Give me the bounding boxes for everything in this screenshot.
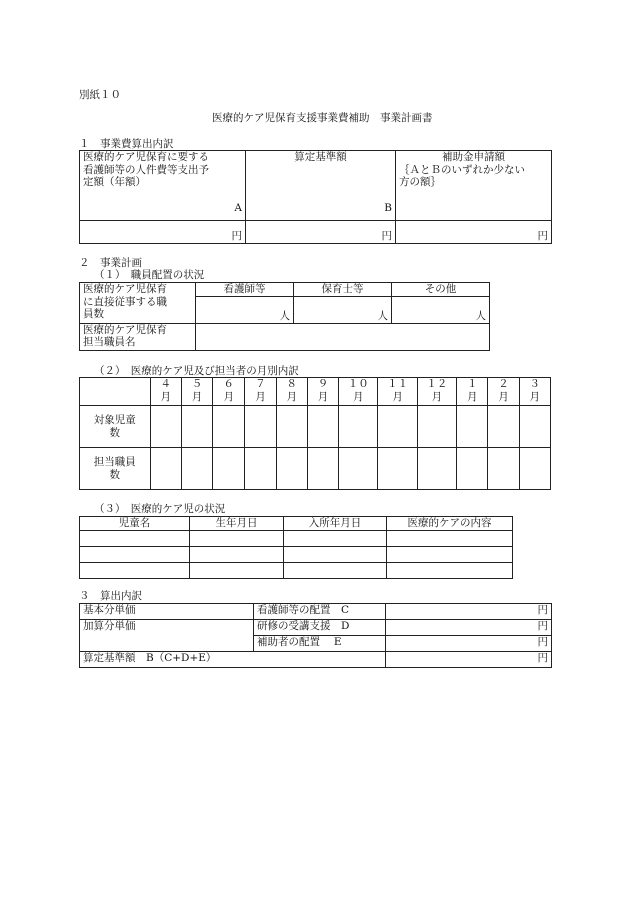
direct-staff-label-3: 員数 bbox=[83, 308, 104, 321]
target-children-label-2: 数 bbox=[109, 426, 121, 439]
month-number: ３ bbox=[529, 378, 541, 390]
standard-amount-cell bbox=[246, 151, 396, 221]
other-count-cell: 人 bbox=[392, 296, 490, 323]
mark-b: B bbox=[384, 201, 392, 214]
month-header-6 bbox=[339, 378, 378, 406]
month-header-9 bbox=[457, 378, 488, 406]
month-unit: 月 bbox=[498, 390, 509, 403]
month-number: １０ bbox=[347, 378, 369, 390]
month-unit: 月 bbox=[529, 390, 541, 403]
target-children-count-cell bbox=[150, 406, 181, 448]
application-amount-label: 補助金申請額 bbox=[442, 151, 505, 163]
target-children-count-cell bbox=[276, 406, 307, 448]
planned-expense-cell bbox=[80, 151, 246, 221]
application-amount-note-1: ｛ＡとＢのいずれか少ない bbox=[399, 163, 525, 176]
month-number: ２ bbox=[498, 378, 509, 390]
month-unit: 月 bbox=[223, 390, 234, 403]
target-children-count-cell bbox=[339, 406, 378, 448]
assigned-staff-count-cell bbox=[276, 448, 307, 490]
standard-amount-yen: 円 bbox=[246, 221, 396, 244]
target-children-count-cell bbox=[417, 406, 456, 448]
planned-expense-label-1: 医療的ケア児保育に要する bbox=[83, 151, 209, 163]
staff-placement-heading: （１） 職員配置の状況 bbox=[94, 269, 205, 281]
child-status-heading: （３） 医療的ケア児の状況 bbox=[94, 503, 226, 515]
other-header: その他 bbox=[392, 283, 490, 297]
application-amount-cell bbox=[396, 151, 552, 221]
caretaker-header: 保育士等 bbox=[294, 283, 392, 297]
month-header-5 bbox=[307, 378, 338, 406]
month-number: ７ bbox=[255, 378, 266, 390]
standard-total-label: 算定基準額 B（C+D+E） bbox=[80, 652, 386, 668]
monthly-breakdown-table bbox=[79, 377, 551, 490]
nurse-placement-label: 看護師等の配置 C bbox=[254, 604, 386, 620]
assigned-staff-count-cell bbox=[519, 448, 550, 490]
assigned-staff-count-cell bbox=[307, 448, 338, 490]
month-header-7 bbox=[378, 378, 417, 406]
base-unit-label: 基本分単価 bbox=[80, 604, 254, 620]
month-number: ８ bbox=[286, 378, 297, 390]
month-number: ６ bbox=[223, 378, 234, 390]
month-header-4 bbox=[276, 378, 307, 406]
training-support-label: 研修の受講支援 D bbox=[254, 620, 386, 636]
admission-date-header: 入所年月日 bbox=[284, 517, 387, 531]
assigned-staff-count-cell bbox=[378, 448, 417, 490]
nurse-header: 看護師等 bbox=[196, 283, 294, 297]
assigned-staff-count-cell bbox=[417, 448, 456, 490]
assigned-staff-label-1: 医療的ケア児保育 bbox=[83, 323, 167, 336]
assigned-staff-count-cell bbox=[339, 448, 378, 490]
month-unit: 月 bbox=[392, 390, 403, 403]
assistant-placement-label: 補助者の配置 E bbox=[254, 636, 386, 652]
table-row bbox=[80, 562, 513, 578]
standard-amount-label: 算定基準額 bbox=[294, 151, 347, 163]
child-name-header: 児童名 bbox=[80, 517, 190, 531]
month-header-11 bbox=[519, 378, 550, 406]
section1-heading: １ 事業費算出内訳 bbox=[79, 138, 174, 150]
document-title: 医療的ケア児保育支援事業費補助 事業計画書 bbox=[212, 112, 433, 124]
assigned-staff-label-cell bbox=[80, 323, 196, 350]
month-header-2 bbox=[213, 378, 245, 406]
month-header-1 bbox=[181, 378, 212, 406]
month-number: １ bbox=[466, 378, 478, 390]
month-unit: 月 bbox=[466, 390, 478, 403]
assistant-placement-yen: 円 bbox=[386, 636, 552, 652]
staff-placement-table bbox=[79, 282, 490, 351]
assigned-staff-count-label-1: 担当職員 bbox=[93, 455, 136, 468]
assigned-staff-count-cell bbox=[488, 448, 519, 490]
caretaker-count-cell: 人 bbox=[294, 296, 392, 323]
month-unit: 月 bbox=[191, 390, 203, 403]
application-amount-note-2: 方の額｝ bbox=[399, 176, 441, 189]
month-header-8 bbox=[417, 378, 456, 406]
direct-staff-label-cell bbox=[80, 283, 196, 324]
mark-a: A bbox=[234, 201, 242, 214]
month-header-0 bbox=[150, 378, 181, 406]
month-header-10 bbox=[488, 378, 519, 406]
target-children-count-cell bbox=[378, 406, 417, 448]
target-children-count-cell bbox=[181, 406, 212, 448]
month-unit: 月 bbox=[286, 390, 297, 403]
assigned-staff-count-cell bbox=[245, 448, 276, 490]
table-row bbox=[80, 530, 513, 546]
target-children-label-1: 対象児童 bbox=[93, 413, 136, 426]
cost-breakdown-table bbox=[79, 150, 552, 244]
target-children-count-cell bbox=[307, 406, 338, 448]
assigned-staff-label-2: 担当職員名 bbox=[83, 336, 136, 349]
calculation-table bbox=[79, 603, 552, 668]
target-children-label-cell bbox=[80, 406, 151, 448]
target-children-count-cell bbox=[488, 406, 519, 448]
month-number: ５ bbox=[191, 378, 203, 390]
training-support-yen: 円 bbox=[386, 620, 552, 636]
assigned-staff-names-cell bbox=[196, 323, 490, 350]
corner-cell bbox=[80, 378, 151, 406]
monthly-breakdown-heading: （２） 医療的ケア児及び担当者の月別内訳 bbox=[94, 365, 299, 377]
nurse-placement-yen: 円 bbox=[386, 604, 552, 620]
section3-heading: ３ 算出内訳 bbox=[79, 590, 142, 602]
application-amount-yen: 円 bbox=[396, 221, 552, 244]
additional-unit-label: 加算分単価 bbox=[80, 620, 254, 652]
month-unit: 月 bbox=[431, 390, 443, 403]
direct-staff-label-1: 医療的ケア児保育 bbox=[83, 283, 167, 295]
care-content-header: 医療的ケアの内容 bbox=[387, 517, 513, 531]
nurse-count-cell: 人 bbox=[196, 296, 294, 323]
assigned-staff-count-cell bbox=[150, 448, 181, 490]
assigned-staff-count-cell bbox=[457, 448, 488, 490]
planned-expense-label-3: 定額（年額） bbox=[83, 176, 146, 189]
standard-total-yen: 円 bbox=[386, 652, 552, 668]
month-unit: 月 bbox=[255, 390, 266, 403]
month-unit: 月 bbox=[160, 390, 171, 403]
month-unit: 月 bbox=[317, 390, 329, 403]
month-header-3 bbox=[245, 378, 276, 406]
appendix-label: 別紙１０ bbox=[79, 89, 121, 101]
child-status-table bbox=[79, 516, 513, 579]
assigned-staff-count-label-2: 数 bbox=[109, 468, 121, 481]
assigned-staff-count-cell bbox=[181, 448, 212, 490]
planned-expense-label-2: 看護師等の人件費等支出予 bbox=[83, 163, 209, 176]
month-number: １２ bbox=[426, 378, 448, 390]
target-children-count-cell bbox=[245, 406, 276, 448]
table-row bbox=[80, 546, 513, 562]
month-number: ４ bbox=[160, 378, 171, 390]
month-number: ９ bbox=[317, 378, 329, 390]
month-unit: 月 bbox=[353, 390, 364, 403]
assigned-staff-count-cell bbox=[213, 448, 245, 490]
assigned-staff-count-label-cell bbox=[80, 448, 151, 490]
month-number: １１ bbox=[387, 378, 409, 390]
planned-expense-yen: 円 bbox=[80, 221, 246, 244]
target-children-count-cell bbox=[213, 406, 245, 448]
target-children-count-cell bbox=[457, 406, 488, 448]
target-children-count-cell bbox=[519, 406, 550, 448]
direct-staff-label-2: に直接従事する職 bbox=[83, 295, 167, 308]
birth-date-header: 生年月日 bbox=[190, 517, 284, 531]
section2-heading: ２ 事業計画 bbox=[79, 257, 142, 269]
